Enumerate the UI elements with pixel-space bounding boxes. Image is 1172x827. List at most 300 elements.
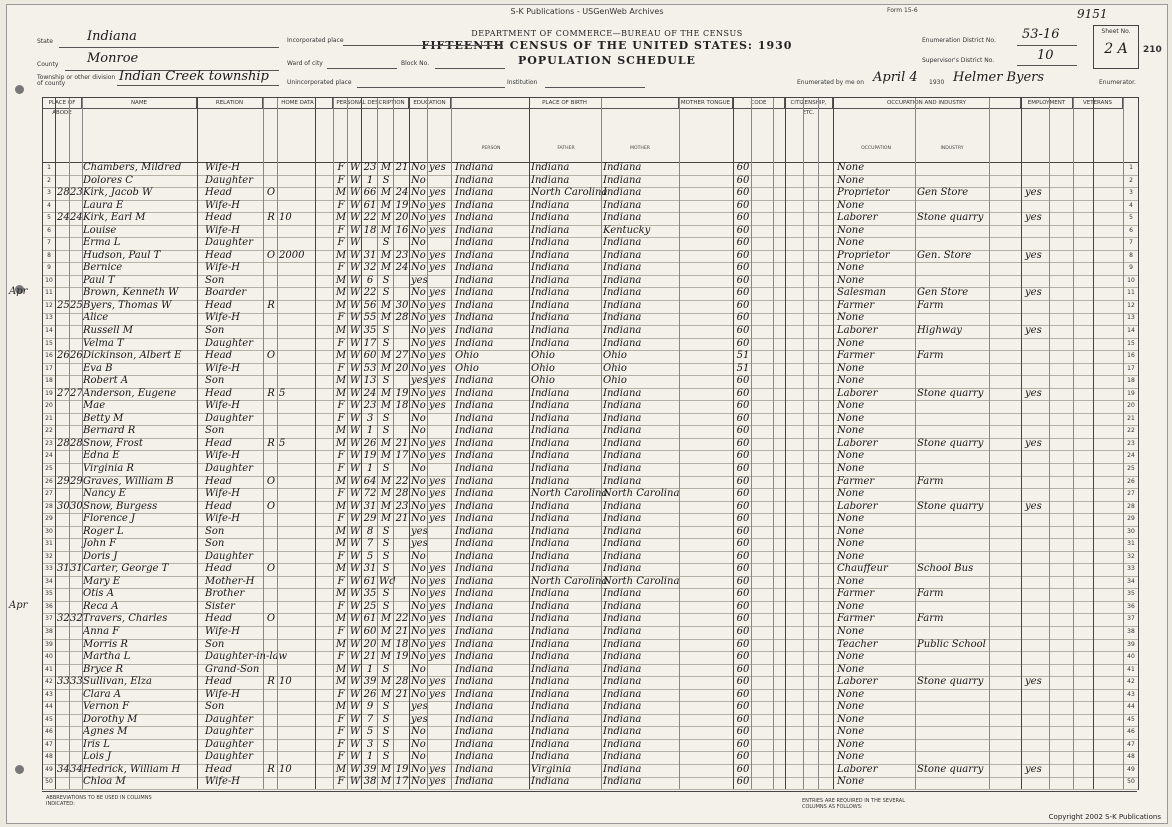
cell-rd: [429, 526, 449, 539]
cell-sch: No: [411, 763, 426, 775]
cell-rd: yes: [429, 262, 446, 274]
cell-val: [279, 200, 313, 213]
column-rule: [1049, 98, 1050, 789]
cell-rd: yes: [429, 337, 446, 349]
cell-sex: F: [337, 199, 345, 211]
cell-fam: [70, 714, 82, 727]
cell-am: 21: [395, 437, 409, 449]
cell-fam: [70, 375, 82, 388]
cell-mar: M: [380, 651, 392, 663]
cell-mb: Indiana: [603, 738, 642, 750]
cell-fb: Indiana: [531, 625, 570, 637]
cell-own: [265, 664, 277, 677]
cell-race: W: [349, 500, 361, 512]
cell-dw: [57, 726, 69, 739]
cell-age: 20: [363, 638, 377, 650]
table-row: [43, 363, 1138, 377]
cell-am: 19: [395, 387, 409, 399]
line-number: 8: [47, 251, 51, 259]
cell-mb: Indiana: [603, 462, 642, 474]
cell-mb: North Carolina: [603, 575, 680, 587]
cell-fb: Indiana: [531, 299, 570, 311]
cell-name: Morris R: [83, 638, 128, 650]
cell-own: [265, 400, 277, 413]
cell-am: 22: [395, 475, 409, 487]
cell-own: [265, 601, 277, 614]
cell-occ: None: [837, 425, 865, 437]
table-row: [43, 225, 1138, 239]
cell-dw: [57, 751, 69, 764]
cell-rel: Wife-H: [205, 688, 241, 700]
cell-dw: [57, 450, 69, 463]
cell-rd: yes: [429, 475, 446, 487]
cell-mar: S: [382, 325, 390, 337]
cell-val: 10: [279, 763, 292, 775]
archive-banner: S-K Publications - USGenWeb Archives: [510, 7, 664, 16]
column-subheader-person: PERSON: [481, 146, 501, 151]
cell-own: [265, 639, 277, 652]
cell-bp: Indiana: [455, 425, 494, 437]
cell-ind: Farm: [917, 350, 944, 362]
cell-sex: M: [335, 701, 347, 713]
table-row: [43, 714, 1138, 728]
cell-mb: Indiana: [603, 713, 642, 725]
cell-fam: [70, 200, 82, 213]
cell-fb: Indiana: [531, 249, 570, 261]
cell-bp: Indiana: [455, 575, 494, 587]
cell-mb: Indiana: [603, 450, 642, 462]
line-number: 38: [45, 627, 53, 635]
schedule-title: POPULATION SCHEDULE: [518, 54, 696, 67]
cell-wk: [1025, 450, 1047, 463]
cell-age: 66: [363, 187, 377, 199]
cell-own: O: [266, 249, 276, 261]
cell-val: [279, 275, 313, 288]
cell-ct: 60: [736, 751, 750, 763]
cell-sch: yes: [411, 375, 428, 387]
footer-abbreviations: [42, 791, 1137, 820]
cell-sex: F: [337, 224, 345, 236]
line-number: 22: [45, 427, 53, 435]
cell-fb: Indiana: [531, 287, 570, 299]
cell-sex: F: [337, 488, 345, 500]
enumerated-label: Enumerated by me on: [797, 79, 865, 86]
cell-wk: [1025, 664, 1047, 677]
cell-fb: Indiana: [531, 525, 570, 537]
cell-dw: [57, 275, 69, 288]
entries-label: ENTRIES ARE REQUIRED IN THE SEVERAL COLUMNS AS FOLLOWS:: [802, 798, 906, 810]
cell-mb: Indiana: [603, 475, 642, 487]
cell-fam: 26: [70, 350, 83, 362]
cell-fb: Indiana: [531, 450, 570, 462]
cell-ct: 60: [736, 437, 750, 449]
cell-wk: [1025, 312, 1047, 325]
census-sheet: [6, 4, 1168, 824]
table-row: [43, 626, 1138, 640]
cell-mb: Indiana: [603, 513, 642, 525]
column-rule: [601, 98, 602, 789]
cell-ct: 60: [736, 249, 750, 261]
cell-occ: None: [837, 663, 865, 675]
cell-val: [279, 526, 313, 539]
cell-own: R: [267, 387, 275, 399]
cell-occ: Laborer: [837, 763, 878, 775]
county-value: Monroe: [87, 51, 139, 66]
cell-sex: F: [337, 776, 345, 788]
cell-sch: No: [411, 337, 426, 349]
cell-mar: M: [380, 638, 392, 650]
cell-sch: No: [411, 437, 426, 449]
cell-rd: yes: [429, 249, 446, 261]
column-group-header: PLACE OF ABODE: [43, 98, 82, 109]
cell-dw: [57, 287, 69, 300]
cell-race: W: [349, 563, 361, 575]
cell-ind: [917, 338, 987, 351]
cell-val: [279, 425, 313, 438]
cell-am: [395, 413, 409, 426]
cell-fam: [70, 538, 82, 551]
cell-age: 56: [363, 299, 377, 311]
cell-val: [279, 413, 313, 426]
state-value: Indiana: [87, 29, 137, 44]
cell-am: 21: [395, 688, 409, 700]
cell-am: [395, 751, 409, 764]
cell-sex: M: [335, 249, 347, 261]
cell-name: Russell M: [83, 325, 133, 337]
cell-rel: Wife-H: [205, 199, 241, 211]
cell-bp: Indiana: [455, 563, 494, 575]
cell-mb: Indiana: [603, 262, 642, 274]
cell-val: [279, 776, 313, 789]
cell-rd: [429, 175, 449, 188]
cell-sch: No: [411, 387, 426, 399]
cell-wk: yes: [1025, 387, 1042, 399]
cell-rd: yes: [429, 651, 446, 663]
cell-mb: Indiana: [603, 688, 642, 700]
column-group-header: PLACE OF BIRTH: [451, 98, 679, 109]
cell-own: [265, 726, 277, 739]
cell-mar: M: [380, 400, 392, 412]
cell-sex: M: [335, 538, 347, 550]
cell-race: W: [349, 588, 361, 600]
cell-own: [265, 312, 277, 325]
line-number: 35: [1127, 590, 1135, 598]
column-rule: [197, 98, 198, 789]
cell-dw: [57, 526, 69, 539]
cell-ind: [917, 413, 987, 426]
cell-fb: Indiana: [531, 387, 570, 399]
cell-am: [395, 325, 409, 338]
cell-own: [265, 413, 277, 426]
line-number: 30: [1127, 527, 1135, 535]
cell-ct: 60: [736, 713, 750, 725]
cell-rd: yes: [429, 600, 446, 612]
cell-am: [395, 287, 409, 300]
cell-mb: Indiana: [603, 651, 642, 663]
cell-sex: M: [335, 563, 347, 575]
cell-name: Sullivan, Elza: [83, 676, 153, 688]
line-number: 12: [1127, 301, 1135, 309]
column-rule: [333, 98, 334, 789]
cell-sch: No: [411, 488, 426, 500]
cell-name: Louise: [83, 224, 117, 236]
cell-age: 6: [366, 274, 374, 286]
county-label: County: [37, 61, 59, 68]
cell-race: W: [349, 738, 361, 750]
incorporated-label: Incorporated place: [287, 37, 344, 44]
cell-race: W: [349, 513, 361, 525]
cell-rd: [429, 701, 449, 714]
column-group-header: NAME: [82, 98, 197, 109]
cell-age: 7: [366, 538, 374, 550]
cell-sex: M: [335, 638, 347, 650]
column-rule: [55, 98, 56, 789]
cell-ind: [917, 689, 987, 702]
cell-race: W: [349, 224, 361, 236]
cell-sch: No: [411, 688, 426, 700]
cell-sch: No: [411, 187, 426, 199]
cell-rd: yes: [429, 588, 446, 600]
cell-fb: North Carolina: [531, 187, 608, 199]
line-number: 49: [45, 765, 53, 773]
cell-rel: Daughter: [205, 726, 253, 738]
cell-ct: 60: [736, 212, 750, 224]
cell-ct: 60: [736, 162, 750, 173]
cell-rel: Son: [205, 375, 225, 387]
line-number: 47: [1127, 740, 1135, 748]
line-number: 5: [47, 214, 51, 222]
cell-race: W: [349, 162, 361, 173]
cell-wk: yes: [1025, 676, 1042, 688]
cell-am: 18: [395, 400, 409, 412]
cell-mar: S: [382, 337, 390, 349]
cell-age: 22: [363, 212, 377, 224]
column-rule: [393, 98, 394, 789]
cell-rel: Head: [205, 387, 233, 399]
cell-val: [279, 601, 313, 614]
line-number: 10: [45, 276, 53, 284]
cell-own: O: [266, 563, 276, 575]
table-row: [43, 651, 1138, 665]
cell-own: [265, 488, 277, 501]
cell-occ: Laborer: [837, 500, 878, 512]
cell-rd: yes: [429, 224, 446, 236]
cell-ind: Stone quarry: [917, 387, 984, 399]
cell-ind: [917, 776, 987, 789]
cell-ct: 60: [736, 625, 750, 637]
cell-am: [395, 375, 409, 388]
cell-bp: Indiana: [455, 462, 494, 474]
cell-occ: None: [837, 550, 865, 562]
cell-race: W: [349, 776, 361, 788]
cell-sch: No: [411, 325, 426, 337]
cell-ind: Highway: [917, 325, 962, 337]
cell-am: 17: [395, 450, 409, 462]
cell-rd: [429, 538, 449, 551]
cell-ind: Gen Store: [917, 287, 969, 299]
cell-race: W: [349, 751, 361, 763]
cell-rel: Son: [205, 274, 225, 286]
cell-sex: F: [337, 738, 345, 750]
cell-fb: Indiana: [531, 162, 570, 173]
cell-wk: [1025, 551, 1047, 564]
cell-fam: [70, 488, 82, 501]
cell-own: [265, 463, 277, 476]
cell-mb: Indiana: [603, 538, 642, 550]
cell-ct: 60: [736, 174, 750, 186]
supervisor-value: 10: [1037, 48, 1054, 63]
cell-dw: [57, 588, 69, 601]
cell-mar: S: [382, 375, 390, 387]
cell-age: 5: [366, 726, 374, 738]
cell-ind: [917, 576, 987, 589]
cell-name: Snow, Frost: [83, 437, 143, 449]
column-rule: [1021, 98, 1022, 789]
cell-fb: Indiana: [531, 475, 570, 487]
cell-sex: F: [337, 337, 345, 349]
cell-race: W: [349, 287, 361, 299]
cell-wk: [1025, 701, 1047, 714]
cell-race: W: [349, 726, 361, 738]
line-number: 33: [1127, 565, 1135, 573]
cell-sch: No: [411, 625, 426, 637]
cell-bp: Indiana: [455, 299, 494, 311]
cell-ct: 60: [736, 776, 750, 788]
line-number: 35: [45, 590, 53, 598]
cell-am: [395, 664, 409, 677]
cell-ind: [917, 275, 987, 288]
cell-val: [279, 476, 313, 489]
cell-val: [279, 450, 313, 463]
cell-val: [279, 689, 313, 702]
cell-am: 24: [395, 262, 409, 274]
form-number: Form 15-6: [887, 7, 918, 14]
cell-fam: [70, 162, 82, 175]
cell-race: W: [349, 538, 361, 550]
table-row: [43, 776, 1138, 790]
cell-age: 61: [363, 613, 377, 625]
line-number: 14: [45, 327, 53, 335]
cell-rd: yes: [429, 350, 446, 362]
cell-rd: yes: [429, 437, 446, 449]
cell-age: 3: [366, 412, 374, 424]
cell-name: Edna E: [83, 450, 120, 462]
cell-age: 61: [363, 575, 377, 587]
sheet-number: 2 A: [1104, 41, 1128, 57]
cell-val: 10: [279, 676, 292, 688]
line-number: 41: [45, 665, 53, 673]
cell-age: 5: [366, 550, 374, 562]
cell-bp: Indiana: [455, 187, 494, 199]
cell-sex: F: [337, 312, 345, 324]
cell-sex: F: [337, 513, 345, 525]
cell-bp: Indiana: [455, 651, 494, 663]
line-number: 40: [45, 653, 53, 661]
cell-val: [279, 325, 313, 338]
cell-mar: S: [382, 751, 390, 763]
cell-mar: M: [380, 450, 392, 462]
cell-ct: 60: [736, 450, 750, 462]
column-rule: [833, 98, 834, 789]
cell-fam: [70, 726, 82, 739]
line-number: 44: [45, 703, 53, 711]
cell-am: 18: [395, 638, 409, 650]
line-number: 19: [1127, 389, 1135, 397]
cell-rel: Head: [205, 187, 233, 199]
cell-own: [265, 162, 277, 175]
cell-own: [265, 513, 277, 526]
cell-name: Velma T: [83, 337, 124, 349]
cell-race: W: [349, 462, 361, 474]
cell-sch: No: [411, 425, 426, 437]
cell-am: [395, 739, 409, 752]
cell-name: Dolores C: [83, 174, 133, 186]
cell-mb: Indiana: [603, 312, 642, 324]
cell-occ: None: [837, 575, 865, 587]
cell-ind: Stone quarry: [917, 437, 984, 449]
cell-fam: [70, 325, 82, 338]
cell-ind: [917, 162, 987, 175]
cell-dw: 28: [57, 437, 70, 449]
cell-rd: [429, 551, 449, 564]
table-row: [43, 463, 1138, 477]
cell-val: 5: [279, 387, 286, 399]
cell-occ: Salesman: [837, 287, 886, 299]
cell-rel: Son: [205, 525, 225, 537]
cell-age: 18: [363, 224, 377, 236]
cell-occ: None: [837, 199, 865, 211]
cell-mb: Indiana: [603, 726, 642, 738]
cell-age: 1: [366, 462, 374, 474]
cell-am: [395, 726, 409, 739]
census-table: [42, 97, 1139, 790]
cell-fb: Virginia: [531, 763, 572, 775]
cell-wk: [1025, 363, 1047, 376]
cell-dw: [57, 338, 69, 351]
cell-race: W: [349, 600, 361, 612]
cell-rd: [429, 237, 449, 250]
cell-val: [279, 513, 313, 526]
cell-age: 24: [363, 387, 377, 399]
cell-mar: M: [380, 224, 392, 236]
cell-own: R: [267, 437, 275, 449]
cell-fam: 33: [70, 676, 83, 688]
line-number: 29: [45, 515, 53, 523]
cell-name: Travers, Charles: [83, 613, 168, 625]
column-group-header: EMPLOYMENT: [1021, 98, 1073, 109]
sheet-label: Sheet No.: [1101, 28, 1131, 35]
cell-bp: Indiana: [455, 262, 494, 274]
cell-rel: Head: [205, 475, 233, 487]
cell-occ: Proprietor: [837, 187, 890, 199]
line-number: 43: [45, 690, 53, 698]
cell-sch: No: [411, 738, 426, 750]
cell-val: [279, 714, 313, 727]
cell-race: W: [349, 575, 361, 587]
table-row: [43, 312, 1138, 326]
margin-note: Apr: [9, 286, 28, 298]
line-number: 43: [1127, 690, 1135, 698]
cell-mar: M: [380, 162, 392, 173]
cell-rd: yes: [429, 488, 446, 500]
cell-bp: Indiana: [455, 550, 494, 562]
column-group-header: EDUCATION: [409, 98, 451, 109]
cell-rel: Daughter: [205, 751, 253, 763]
cell-fam: [70, 588, 82, 601]
column-group-header: CITIZENSHIP, ETC.: [785, 98, 833, 109]
cell-bp: Indiana: [455, 325, 494, 337]
cell-val: [279, 576, 313, 589]
